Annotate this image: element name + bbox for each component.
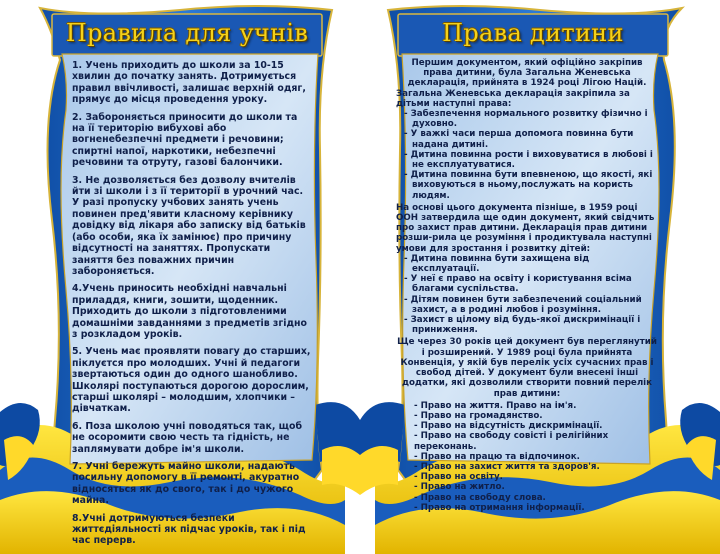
right-item: - Право на свободу совісті і релігійних переконань. (414, 431, 609, 452)
un-item: - Захист в цілому від будь-якої дискримінації і приниження. (404, 315, 641, 336)
right-item: - Право на свободу слова. (414, 492, 546, 503)
rule-5: 5. Учень має проявляти повагу до старших, піклуєтся про молодших. Учні й педагоги звертаються один до одного шанобливо. Школярі поступаються дорогою дорослим, старші школярі – молодшим, хлопчики – дівчаткам. (72, 346, 311, 415)
rule-7: 7. Учні бережуть майно школи, надають посильну допомогу в її ремонті, акуратно відносяться як до свого, так і до чужого майна. (72, 461, 300, 507)
un-lead: На основі цього документа пізніше, в 1959 році ООН затвердила ще один документ, який свідчить про захист прав дитини. Декларація прав дитини розши-рила це розуміння і продиктувала наступні умови для зростання і розвитку дітей: (396, 202, 655, 254)
right-item: - Право на громадянство. (414, 410, 543, 421)
rule-2: 2. Забороняється приносити до школи та на її територію вибухові або вогненебезпечні предмети і речовини; спиртні напої, наркотики, небезпечні речовини та отруту, газові балончики. (72, 111, 298, 169)
geneva-item: - Забезпечення нормального розвитку фізично і духовно. (404, 109, 648, 130)
left-title: Правила для учнів (65, 19, 309, 47)
convention-paragraph: Ще через 30 років цей документ був переглянутий і розширений. У 1989 році була прийнята Конвенція, у якій був перелік усіх сучасних прав і свобод дітей. У документ були внесені інші додатки, які дозволили створити повний перелік прав дитини: (397, 337, 657, 399)
rule-4: 4.Учень приносить необхідні навчальні приладдя, книги, зошити, щоденник. Приходить до школи з підготовленими домашніми завданнями з предметів згідно з розкладом уроків. (72, 283, 307, 340)
rights-list (396, 401, 658, 513)
geneva-lead: Загальна Женевська декларація закріпила за дітьми наступні права: (396, 88, 630, 109)
un-item: - Дитина повинна бути захищена від експлуатації. (404, 253, 590, 275)
intro-paragraph: Першим документом, який офіційно закріпив права дитини, була Загальна Женевська декларація, прийнята в 1924 році Лігою Націй. (407, 58, 647, 89)
right-title: Права дитини (442, 19, 624, 47)
geneva-item: - У важкі часи перша допомога повинна бути надана дитині. (404, 129, 634, 150)
geneva-list (396, 109, 658, 201)
right-item: - Право на життя. Право на ім'я. (414, 400, 577, 411)
un-item: - У неї є право на освіту і користування всіма благами суспільства. (404, 274, 632, 295)
student-rules (72, 60, 312, 547)
geneva-item: - Дитина повинна рости і виховуватися в любові і не експлуатуватися. (404, 149, 653, 171)
right-item: - Право на відсутність дискримінації. (414, 421, 603, 432)
right-item: - Право на освіту. (414, 472, 503, 483)
right-item: - Право на працю та відпочинок. (414, 451, 580, 462)
rule-1: 1. Учень приходить до школи за 10-15 хвилин до початку занять. Дотримується правил ввічливості, залишає верхній одяг, прямує до місця проведення уроку. (72, 60, 306, 106)
right-stand (360, 0, 720, 554)
child-rights (396, 58, 658, 513)
rule-3: 3. Не дозволяється без дозволу вчителів йти зі школи і з її території в урочний час. У разі пропуску учбових занять учень повинен пред'явити класному керівнику довідку від лікаря або записку від батьків (або особи, яка їх замінює) про причину відсутності на заняттях. Пропускати заняття без поважних причин забороняється. (72, 174, 306, 277)
right-item: - Право на захист життя та здоров'я. (414, 461, 600, 472)
right-item: - Право на житло. (414, 482, 505, 493)
rule-8: 8.Учні дотримуються безпеки життєдіяльності як підчас уроків, так і під час перерв. (72, 512, 306, 547)
rule-6: 6. Поза школою учні поводяться так, щоб не осоромити свою честь та гідність, не заплямувати добре ім'я школи. (72, 420, 303, 455)
un-item: - Дітям повинен бути забезпечений соціальний захист, а в родині любов і розуміння. (404, 294, 642, 315)
geneva-item: - Дитина повинна бути впевненою, що якості, які виховуються в ньому,послужать на користь людям. (404, 170, 653, 201)
right-item: - Право на отримання інформації. (414, 502, 585, 513)
un-list (396, 254, 658, 336)
